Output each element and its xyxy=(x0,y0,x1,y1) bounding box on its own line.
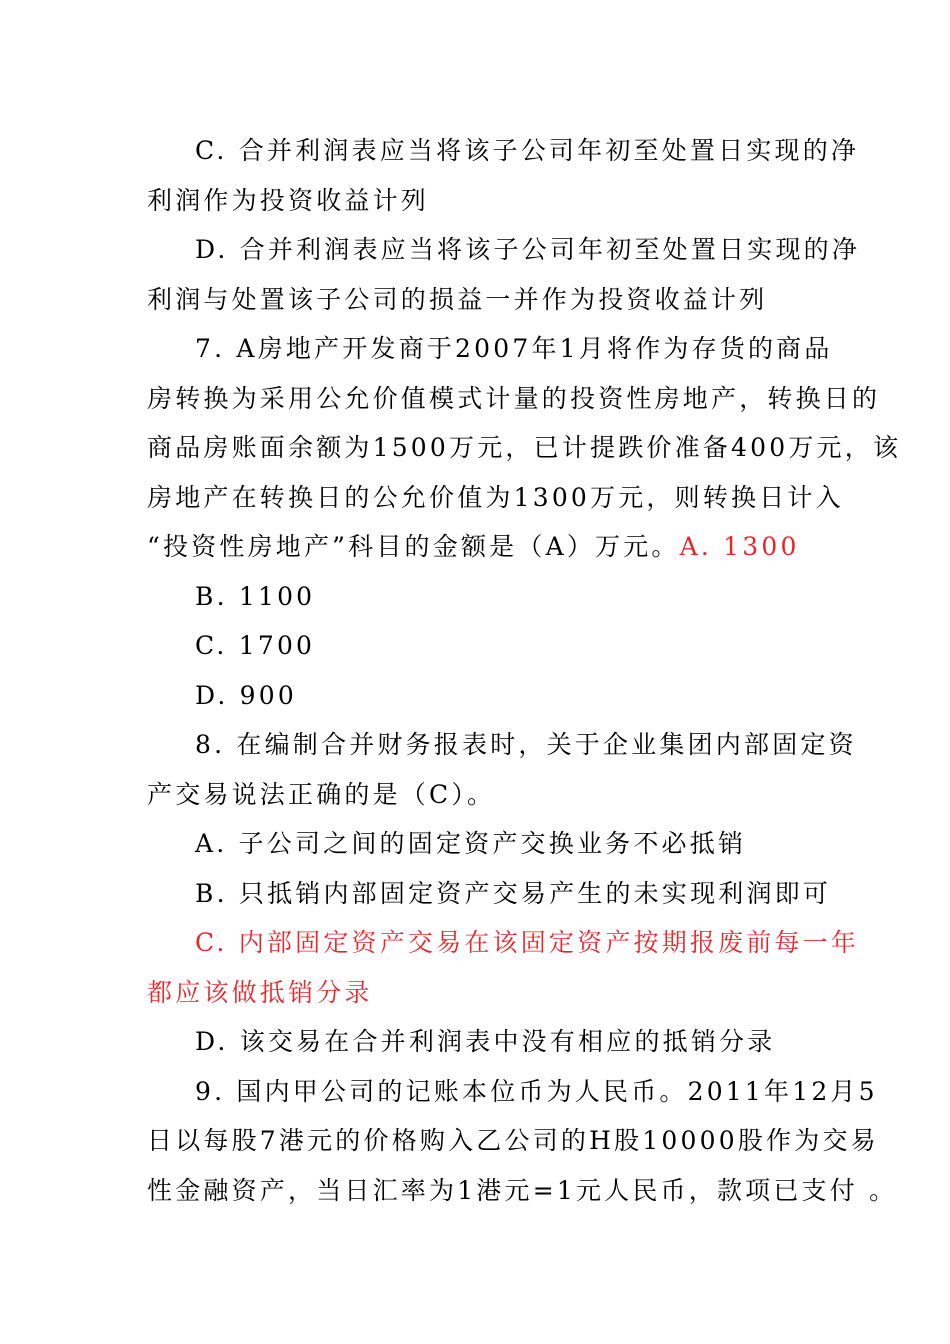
question-7-line-1: 7. A房地产开发商于2007年1月将作为存货的商品 xyxy=(195,334,833,363)
option-8b: B. 只抵销内部固定资产交易产生的未实现利润即可 xyxy=(195,878,832,908)
option-7d: D. 900 xyxy=(195,680,297,710)
question-7-line-2: 房转换为采用公允价值模式计量的投资性房地产，转换日的 xyxy=(147,383,881,413)
option-7b: B. 1100 xyxy=(195,581,316,611)
question-9-line-1: 9. 国内甲公司的记账本位币为人民币。2011年12月5 xyxy=(195,1076,878,1106)
answer-8c-line-2: 都应该做抵销分录 xyxy=(147,977,373,1007)
question-7-line-5 xyxy=(147,522,807,572)
document-body xyxy=(147,126,902,1215)
question-9-line-2: 日以每股7港元的价格购入乙公司的H股10000股作为交易 xyxy=(147,1126,879,1155)
option-6c-line-2: 利润作为投资收益计列 xyxy=(147,185,430,215)
option-7c: C. 1700 xyxy=(195,631,316,660)
answer-7a-highlighted: A. 1300 xyxy=(679,532,800,561)
answer-8c-line-1: C. 内部固定资产交易在该固定资产按期报废前每一年 xyxy=(195,928,860,957)
option-8a: A. 子公司之间的固定资产交换业务不必抵销 xyxy=(195,829,747,858)
question-8-line-2: 产交易说法正确的是（C）。 xyxy=(147,779,496,809)
question-7-line-3: 商品房账面余额为1500万元，已计提跌价准备400万元，该 xyxy=(147,433,902,462)
question-9-line-3: 性金融资产，当日汇率为1港元=1元人民币，款项已支付 。 xyxy=(147,1175,898,1205)
option-6d-line-2: 利润与处置该子公司的损益一并作为投资收益计列 xyxy=(147,284,768,314)
option-6c-line-1: C. 合并利润表应当将该子公司年初至处置日实现的净 xyxy=(195,136,860,165)
question-8-line-1: 8. 在编制合并财务报表时，关于企业集团内部固定资 xyxy=(195,730,857,759)
question-7-line-4: 房地产在转换日的公允价值为1300万元，则转换日计入 xyxy=(147,482,844,512)
option-6d-line-1: D. 合并利润表应当将该子公司年初至处置日实现的净 xyxy=(195,235,861,264)
question-7-stem-end: “投资性房地产”科目的金额是（A）万元。 xyxy=(147,532,680,561)
option-8d: D. 该交易在合并利润表中没有相应的抵销分录 xyxy=(195,1027,776,1056)
